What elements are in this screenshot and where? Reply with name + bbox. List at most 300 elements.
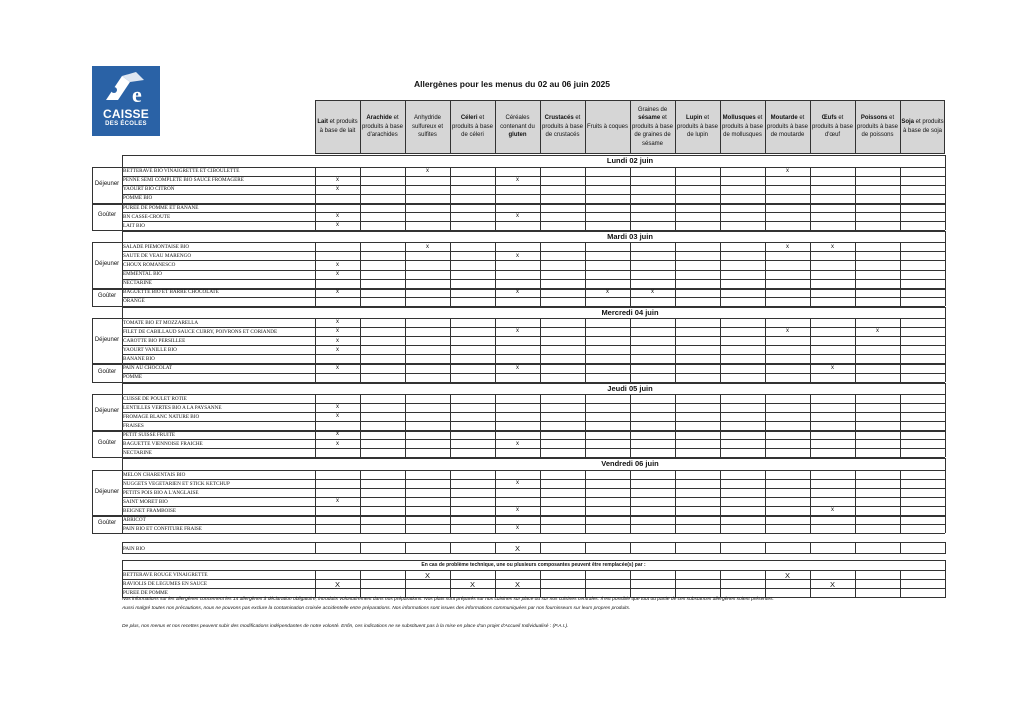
column-divider bbox=[630, 542, 631, 554]
column-divider bbox=[675, 470, 676, 533]
row-divider bbox=[122, 345, 945, 346]
column-divider bbox=[900, 542, 901, 554]
replacement-item-name: PUREE DE POMME bbox=[123, 590, 168, 597]
column-label-bold: Moutarde bbox=[770, 115, 798, 122]
meal-label: Déjeuner bbox=[94, 180, 120, 187]
day-header-divider bbox=[122, 383, 945, 384]
day-header-divider bbox=[122, 231, 945, 232]
column-divider bbox=[495, 100, 496, 154]
menu-item-name: FILET DE CABILLAUD SAUCE CURRY, POIVRONS ET CORIANDE bbox=[123, 329, 278, 336]
column-divider bbox=[765, 100, 766, 154]
column-label-bold: Crustacés bbox=[544, 115, 574, 122]
allergen-mark: x bbox=[516, 176, 519, 183]
menu-item-name: SALADE PIEMONTAISE BIO bbox=[123, 244, 190, 251]
column-divider bbox=[450, 318, 451, 381]
column-divider bbox=[450, 394, 451, 457]
column-divider bbox=[675, 542, 676, 554]
row-divider bbox=[122, 212, 945, 213]
column-divider bbox=[450, 570, 451, 597]
allergen-disclaimer-note: Aussi malgré toutes nos précautions, nous ne pouvons pas exclure la contamination croisée accidentelle entre préparations. Nos informations sont issues des informations communiquées par nos fournisseurs sur leurs propres produits. bbox=[122, 606, 631, 611]
column-divider bbox=[855, 394, 856, 457]
allergen-mark: x bbox=[516, 252, 519, 259]
column-divider bbox=[405, 570, 406, 597]
row-divider bbox=[122, 185, 945, 186]
column-divider bbox=[720, 542, 721, 554]
column-divider bbox=[630, 167, 631, 230]
menu-item-name: FRAISES bbox=[123, 423, 144, 429]
row-divider bbox=[122, 260, 945, 261]
column-divider bbox=[405, 394, 406, 457]
day-header: Mardi 03 juin bbox=[607, 231, 653, 241]
allergen-mark: x bbox=[516, 364, 519, 371]
logo-text-des-ecoles: DES ÉCOLES bbox=[105, 121, 147, 127]
allergen-disclaimer-note: De plus, nos menus et nos recettes peuvent subir des modifications indépendantes de notre volonté. Enfin, ces indications ne se substituent pas à la mise en place d'un projet d'Accueil Individualisé : (P.A.I.). bbox=[122, 624, 569, 629]
allergen-mark: x bbox=[336, 413, 339, 420]
replacement-title: En cas de problème technique, une ou plusieurs composantes peuvent être remplacée(s) par : bbox=[421, 562, 646, 569]
allergen-mark: x bbox=[336, 185, 339, 192]
column-divider bbox=[495, 570, 496, 597]
column-divider bbox=[315, 570, 316, 597]
menu-item-name: PENNE SEMI COMPLETE BIO SAUCE FROMAGERE bbox=[123, 177, 244, 184]
day-header-left bbox=[122, 383, 123, 395]
column-divider bbox=[675, 100, 676, 154]
meal-label: Déjeuner bbox=[94, 488, 120, 495]
menu-item-name: PUREE DE POMME ET BANANE bbox=[123, 204, 199, 211]
menu-item-name: NECTARINE bbox=[123, 450, 152, 457]
column-divider bbox=[495, 542, 496, 554]
block-vertical-line bbox=[315, 470, 316, 533]
day-header-left bbox=[122, 307, 123, 319]
row-divider bbox=[122, 354, 945, 355]
day-header-left bbox=[122, 155, 123, 167]
allergen-mark: X bbox=[829, 579, 835, 589]
column-divider bbox=[630, 318, 631, 381]
column-divider bbox=[360, 167, 361, 230]
block-vertical-line bbox=[122, 318, 123, 381]
block-vertical-line bbox=[122, 242, 123, 305]
row-divider bbox=[92, 515, 945, 517]
row-divider bbox=[122, 176, 945, 177]
column-label-bold: Arachide bbox=[366, 115, 392, 122]
column-divider bbox=[585, 318, 586, 381]
column-divider bbox=[855, 542, 856, 554]
column-divider bbox=[675, 242, 676, 305]
column-divider bbox=[945, 242, 946, 305]
row-divider bbox=[122, 524, 945, 525]
allergen-mark: x bbox=[336, 440, 339, 447]
menu-item-name: BN CASSE-CROUTE bbox=[123, 213, 171, 220]
column-divider bbox=[855, 167, 856, 230]
row-divider bbox=[122, 297, 945, 298]
column-divider bbox=[855, 318, 856, 381]
allergen-mark: x bbox=[336, 270, 339, 277]
allergen-mark: X bbox=[514, 543, 520, 553]
allergen-mark: x bbox=[786, 328, 789, 335]
column-divider bbox=[540, 100, 541, 154]
column-divider bbox=[675, 318, 676, 381]
menu-item-name: POMME bbox=[123, 374, 143, 381]
day-header-divider bbox=[122, 155, 945, 156]
row-divider bbox=[122, 448, 945, 449]
menu-item-name: PAIN AU CHOCOLAT bbox=[123, 365, 173, 372]
menu-item-name: TOMATE BIO ET MOZZARELLA bbox=[123, 320, 199, 326]
column-divider bbox=[585, 242, 586, 305]
menu-item-name: YAOURT BIO CITRON bbox=[123, 186, 175, 193]
day-header-right bbox=[945, 307, 946, 319]
column-divider bbox=[765, 570, 766, 597]
column-label-bold: gluten bbox=[508, 132, 527, 139]
column-divider bbox=[900, 242, 901, 305]
column-divider bbox=[900, 570, 901, 597]
column-divider bbox=[540, 318, 541, 381]
menu-item-name: BANANE BIO bbox=[123, 356, 155, 363]
allergen-mark: x bbox=[516, 288, 519, 295]
column-divider bbox=[765, 318, 766, 381]
column-label-text: et produits à base de graines de sésame bbox=[631, 115, 674, 147]
block-vertical-line bbox=[315, 318, 316, 381]
menu-item-name: CAROTTE BIO PERSILLEE bbox=[123, 338, 186, 345]
row-divider bbox=[92, 318, 945, 319]
allergen-mark: x bbox=[336, 212, 339, 219]
menu-item-name: PETIT SUISSE FRUITE bbox=[123, 432, 176, 439]
column-label-bold: Lait bbox=[317, 119, 328, 126]
column-divider bbox=[810, 394, 811, 457]
column-label-bold: Soja bbox=[901, 119, 914, 126]
allergen-mark: x bbox=[336, 222, 339, 228]
allergen-mark: X bbox=[469, 579, 475, 589]
row-divider bbox=[122, 506, 945, 507]
column-divider bbox=[405, 470, 406, 533]
column-divider bbox=[720, 242, 721, 305]
column-divider bbox=[720, 318, 721, 381]
column-divider bbox=[585, 167, 586, 230]
column-label-text: et produits à base de lupin bbox=[676, 115, 719, 139]
column-divider bbox=[585, 570, 586, 597]
allergen-mark: x bbox=[336, 431, 339, 438]
svg-text:e: e bbox=[132, 82, 142, 107]
column-label-text: et produits à base de moutarde bbox=[766, 115, 809, 139]
day-header: Vendredi 06 juin bbox=[601, 459, 659, 469]
menu-item-name: LENTILLES VERTES BIO A LA PAYSANNE bbox=[123, 404, 222, 411]
allergen-mark: X bbox=[514, 579, 520, 589]
allergen-mark: x bbox=[426, 167, 429, 174]
day-header: Jeudi 05 juin bbox=[607, 383, 653, 393]
column-divider bbox=[630, 100, 631, 154]
allergen-mark: x bbox=[336, 346, 339, 353]
bread-row-name: PAIN BIO bbox=[123, 545, 145, 552]
column-label-bold: sésame bbox=[638, 115, 661, 122]
allergen-mark: x bbox=[516, 212, 519, 219]
column-divider bbox=[540, 394, 541, 457]
column-label-bold: Poissons bbox=[860, 115, 888, 122]
column-divider bbox=[495, 470, 496, 533]
meal-label: Goûter bbox=[97, 439, 117, 446]
column-divider bbox=[405, 167, 406, 230]
column-label-text: et produits à base de céleri bbox=[451, 115, 494, 139]
block-vertical-line bbox=[315, 167, 316, 230]
column-divider bbox=[945, 470, 946, 533]
allergen-mark: x bbox=[336, 498, 339, 505]
column-label-text: Céréales contenant du bbox=[500, 115, 535, 130]
menu-item-name: FROMAGE BLANC NATURE BIO bbox=[123, 413, 200, 420]
row-divider bbox=[122, 412, 945, 413]
allergen-mark: X bbox=[784, 570, 790, 580]
column-divider bbox=[405, 100, 406, 154]
column-divider bbox=[810, 542, 811, 554]
column-divider bbox=[360, 570, 361, 597]
replacement-item-name: RAVIOLIS DE LEGUMES EN SAUCE bbox=[123, 581, 208, 588]
allergen-mark: x bbox=[516, 480, 519, 487]
column-label-text: et produits à base d'arachides bbox=[361, 115, 404, 139]
column-divider bbox=[495, 318, 496, 381]
column-divider bbox=[450, 470, 451, 533]
menu-item-name: BAGUETTE BIO ET BARRE CHOCOLATE bbox=[123, 289, 219, 296]
meal-label: Goûter bbox=[97, 212, 117, 219]
column-divider bbox=[765, 167, 766, 230]
column-divider bbox=[495, 167, 496, 230]
column-divider bbox=[765, 242, 766, 305]
menu-item-name: CUISSE DE POULET ROTIE bbox=[123, 395, 187, 402]
column-divider bbox=[360, 394, 361, 457]
row-divider bbox=[122, 279, 945, 280]
column-divider bbox=[810, 100, 811, 154]
column-divider bbox=[810, 318, 811, 381]
day-header-left bbox=[122, 231, 123, 243]
block-vertical-line bbox=[122, 167, 123, 230]
allergen-mark: x bbox=[606, 288, 609, 295]
column-divider bbox=[945, 318, 946, 381]
column-divider bbox=[900, 318, 901, 381]
column-divider bbox=[720, 167, 721, 230]
replacement-item-name: BETTERAVE ROUGE VINAIGRETTE bbox=[123, 572, 208, 579]
row-divider bbox=[92, 203, 945, 205]
column-divider bbox=[450, 100, 451, 154]
column-label-bold: Lupin bbox=[686, 115, 703, 122]
column-label-text: et produits à base de mollusques bbox=[721, 115, 764, 139]
meal-label: Goûter bbox=[97, 368, 117, 375]
column-divider bbox=[495, 242, 496, 305]
column-label-text: et produits à base d'œuf bbox=[811, 115, 854, 139]
menu-item-name: BAGUETTE VIENNOISE FRAICHE bbox=[123, 441, 203, 448]
row-divider bbox=[92, 242, 945, 243]
column-divider bbox=[900, 470, 901, 533]
column-divider bbox=[720, 100, 721, 154]
day-header-left bbox=[122, 458, 123, 470]
column-divider bbox=[945, 394, 946, 457]
bread-row bbox=[122, 542, 946, 554]
allergen-mark: x bbox=[516, 525, 519, 532]
row-divider bbox=[92, 470, 945, 471]
column-divider bbox=[450, 167, 451, 230]
column-divider bbox=[585, 394, 586, 457]
column-divider bbox=[630, 242, 631, 305]
row-divider bbox=[122, 336, 945, 337]
column-divider bbox=[585, 100, 586, 154]
day-header-right bbox=[945, 231, 946, 243]
allergen-mark: x bbox=[336, 337, 339, 344]
row-divider bbox=[122, 479, 945, 480]
block-vertical-line bbox=[92, 318, 93, 381]
column-divider bbox=[360, 470, 361, 533]
column-label-text: Anhydride sulfureux et sulfites bbox=[411, 115, 444, 139]
menu-item-name: ORANGE bbox=[123, 298, 145, 305]
row-divider bbox=[122, 221, 945, 222]
column-divider bbox=[945, 167, 946, 230]
column-label-text: Fruits à coques bbox=[586, 123, 629, 130]
block-vertical-line bbox=[122, 394, 123, 457]
allergen-mark: X bbox=[334, 579, 340, 589]
menu-item-name: ABRICOT bbox=[123, 516, 146, 523]
logo-text-caisse: CAISSE bbox=[103, 107, 149, 121]
block-vertical-line bbox=[92, 167, 93, 230]
column-divider bbox=[765, 542, 766, 554]
column-divider bbox=[720, 394, 721, 457]
block-bottom bbox=[92, 533, 945, 534]
row-divider bbox=[122, 488, 945, 489]
replacement-border bbox=[122, 560, 946, 598]
allergen-mark: x bbox=[651, 288, 654, 295]
day-header-right bbox=[945, 383, 946, 395]
column-label-bold: Œufs bbox=[821, 115, 837, 122]
allergen-mark: x bbox=[516, 440, 519, 447]
row-divider bbox=[122, 497, 945, 498]
allergen-mark: x bbox=[876, 328, 879, 335]
column-divider bbox=[720, 570, 721, 597]
column-divider bbox=[540, 242, 541, 305]
menu-item-name: PAIN BIO ET CONFITURE FRAISE bbox=[123, 526, 202, 532]
menu-item-name: MELON CHARENTAIS BIO bbox=[123, 471, 186, 478]
allergen-mark: x bbox=[336, 364, 339, 371]
column-divider bbox=[495, 394, 496, 457]
column-divider bbox=[450, 242, 451, 305]
block-vertical-line bbox=[92, 470, 93, 533]
column-divider bbox=[810, 167, 811, 230]
day-header-divider bbox=[122, 307, 945, 308]
allergen-mark: x bbox=[336, 288, 339, 295]
row-divider bbox=[122, 251, 945, 252]
column-divider bbox=[315, 542, 316, 554]
column-divider bbox=[855, 242, 856, 305]
row-divider bbox=[122, 421, 945, 422]
allergen-mark: x bbox=[831, 243, 834, 250]
allergen-mark: X bbox=[424, 570, 430, 580]
meal-label: Déjeuner bbox=[94, 260, 120, 267]
allergen-mark: x bbox=[336, 319, 339, 326]
menu-item-name: YAOURT VANILLE BIO bbox=[123, 347, 177, 354]
row-divider bbox=[122, 194, 945, 195]
day-header-right bbox=[945, 155, 946, 167]
menu-item-name: LAIT BIO bbox=[123, 222, 145, 229]
menu-item-name: SAINT MORET BIO bbox=[123, 498, 168, 505]
column-divider bbox=[540, 167, 541, 230]
column-divider bbox=[360, 542, 361, 554]
meal-label: Goûter bbox=[97, 520, 117, 527]
column-divider bbox=[585, 542, 586, 554]
column-divider bbox=[945, 570, 946, 597]
menu-item-name: EMMENTAL BIO bbox=[123, 271, 163, 278]
block-vertical-line bbox=[315, 242, 316, 305]
menu-item-name: NUGGETS VEGETARIEN ET STICK KETCHUP bbox=[123, 480, 230, 487]
allergen-mark: x bbox=[336, 176, 339, 183]
block-vertical-line bbox=[92, 242, 93, 305]
column-divider bbox=[765, 470, 766, 533]
column-divider bbox=[900, 100, 901, 154]
column-label-text: et produits à base de soja bbox=[902, 119, 944, 134]
column-divider bbox=[900, 167, 901, 230]
row-divider bbox=[92, 430, 945, 432]
column-divider bbox=[945, 542, 946, 554]
column-divider bbox=[675, 570, 676, 597]
block-vertical-line bbox=[92, 394, 93, 457]
column-divider bbox=[765, 394, 766, 457]
column-divider bbox=[810, 242, 811, 305]
column-divider bbox=[810, 570, 811, 597]
day-header-right bbox=[945, 458, 946, 470]
column-divider bbox=[540, 470, 541, 533]
column-divider bbox=[855, 570, 856, 597]
menu-item-name: NECTARINE bbox=[123, 280, 152, 287]
column-divider bbox=[360, 242, 361, 305]
column-divider bbox=[675, 394, 676, 457]
allergen-mark: x bbox=[426, 243, 429, 250]
column-label-text: et produits à base de crustacés bbox=[541, 115, 584, 139]
column-divider bbox=[900, 394, 901, 457]
allergen-mark: x bbox=[336, 261, 339, 268]
column-divider bbox=[540, 570, 541, 597]
column-divider bbox=[360, 318, 361, 381]
menu-item-name: CHOUX ROMANESCO bbox=[123, 262, 176, 269]
menu-item-name: BETTERAVE BIO VINAIGRETTE ET CIBOULETTE bbox=[123, 168, 240, 175]
column-divider bbox=[405, 542, 406, 554]
column-divider bbox=[540, 542, 541, 554]
allergen-mark: x bbox=[516, 507, 519, 514]
column-label-text: et produits à base de lait bbox=[319, 119, 358, 134]
column-divider bbox=[405, 318, 406, 381]
column-divider bbox=[675, 167, 676, 230]
meal-label: Déjeuner bbox=[94, 408, 120, 415]
menu-item-name: SAUTE DE VEAU MARENGO bbox=[123, 253, 192, 260]
day-header: Lundi 02 juin bbox=[606, 156, 654, 165]
column-label-text: Graines de bbox=[637, 106, 668, 113]
menu-item-name: BEIGNET FRAMBOISE bbox=[123, 507, 177, 514]
allergen-mark: x bbox=[336, 404, 339, 411]
allergen-mark: x bbox=[831, 364, 834, 371]
block-vertical-line bbox=[315, 394, 316, 457]
column-divider bbox=[630, 470, 631, 533]
meal-label: Goûter bbox=[97, 292, 117, 299]
row-divider bbox=[122, 439, 945, 440]
menu-item-name: PETITS POIS BIO A L'ANGLAISE bbox=[123, 489, 199, 496]
allergen-mark: x bbox=[786, 167, 789, 174]
page-title: Allergènes pour les menus du 02 au 06 juin 2025 bbox=[413, 79, 611, 89]
allergen-mark: x bbox=[786, 243, 789, 250]
allergen-mark: x bbox=[336, 328, 339, 335]
column-label-bold: Mollusques bbox=[722, 115, 756, 122]
column-divider bbox=[810, 470, 811, 533]
column-divider bbox=[450, 542, 451, 554]
column-divider bbox=[630, 570, 631, 597]
allergen-mark: x bbox=[831, 507, 834, 514]
allergen-mark: x bbox=[516, 328, 519, 335]
block-vertical-line bbox=[122, 470, 123, 533]
column-divider bbox=[360, 100, 361, 154]
allergen-disclaimer-note: Nos informations sur les allergènes concernent les 14 allergènes à déclaration obligatoire, introduits volontairement dans nos préparations. Nos plats sont préparés sur nos cuisines sur place ou sur nos cuisines centrales. Il est possible que tout ou partie de ces substances allergènes soient présentes. bbox=[122, 597, 774, 602]
row-divider bbox=[122, 270, 945, 271]
row-divider bbox=[122, 403, 945, 404]
day-header-divider bbox=[122, 458, 945, 459]
column-divider bbox=[855, 100, 856, 154]
column-label-bold: Céleri bbox=[460, 115, 478, 122]
